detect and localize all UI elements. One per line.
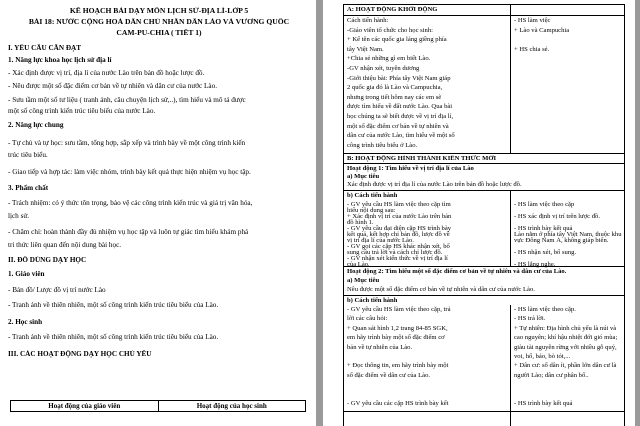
cell-line: bản về tự nhiên của Lào.	[347, 343, 413, 351]
cell-line: - GV yêu cầu đại diện cặp HS trình bày	[347, 225, 452, 232]
document-title: KẾ HOẠCH BÀI DẠY MÔN LỊCH SỬ-ĐỊA LÍ-LỚP 5	[69, 7, 249, 15]
cell-line: - HS trình bày kết quả	[514, 225, 573, 232]
subsection-heading: 2. Năng lực chung	[8, 121, 64, 129]
cell-line: Cách tiến hành:	[347, 17, 389, 24]
row-divider	[344, 295, 624, 296]
text-line: - Giao tiếp và hợp tác: làm việc nhóm, trình bày kết quả thực hiện nhiệm vụ học tập.	[8, 168, 251, 176]
text-line: - Sưu tầm một số tư liệu ( tranh ảnh, câu chuyện lịch sử,..), tìm hiểu và mô tả được	[8, 96, 246, 104]
activity-1-goal-text: Xác định được vị trí địa lí của nước Lào trên bản đồ hoặc lược đồ.	[347, 181, 522, 188]
cell-line: + HS chia sẻ.	[514, 46, 550, 54]
subsection-heading: 1. Năng lực khoa học lịch sử địa lí	[8, 56, 112, 64]
cell-line: giàu tài nguyên rừng với nhiều gỗ quý,	[514, 343, 617, 351]
activity-1-title: Hoạt động 1: Tìm hiểu về vị trí địa lí của Lào	[347, 165, 474, 172]
cell-line: - HS lắng nghe.	[514, 261, 556, 268]
row-divider	[344, 15, 624, 16]
cell-line: đồ hình 1.	[347, 219, 374, 226]
cell-line: +Chia sẻ những gì em biết Lào.	[347, 55, 431, 63]
cell-line: - HS làm việc theo cặp.	[514, 306, 576, 313]
row-divider	[344, 153, 624, 154]
cell-line: vực Đông Nam Á, không giáp biển.	[514, 237, 609, 244]
row-divider	[344, 163, 624, 164]
cell-line: - HS xác định vị trí trên lược đồ.	[514, 213, 600, 220]
cell-line: học chúng ta sẽ biết được về vị trí địa lí,	[347, 113, 454, 120]
cell-line: nhưng trong tiết hôm nay các em sẽ	[347, 93, 442, 101]
cell-line: hiểu nội dung sau:	[347, 207, 396, 214]
cell-line: tây Việt Nam.	[347, 45, 384, 53]
document-page-right	[323, 0, 635, 426]
cell-line: một số đặc điểm cơ bản về tự nhiên và	[347, 122, 449, 130]
teacher-column-header: Hoạt động của giáo viên	[11, 401, 159, 412]
cell-line: công trình tiêu biểu ở Lào.	[347, 141, 418, 149]
cell-line: -Giới thiệu bài: Phía tây Việt Nam giáp	[347, 74, 451, 82]
cell-line: dân cư của nước Lào, tìm hiểu về một số	[347, 132, 455, 140]
cell-line: + Kể tên các quốc gia láng giềng phía	[347, 36, 447, 44]
activities-table	[343, 4, 625, 426]
text-line: - Bản đồ/ Lược đồ vị trí nước Lào	[8, 286, 106, 294]
lesson-title-line-1: BÀI 18: NƯỚC CỘNG HOÀ DÂN CHỦ NHÂN DÂN LÀO VÀ VƯƠNG QUỐC	[28, 18, 290, 26]
text-line: - Xác định được vị trí, địa lí của nước Lào trên bản đồ hoặc lược đồ.	[8, 69, 205, 77]
cell-line: - HS làm việc theo cặp	[514, 201, 575, 208]
cell-line: + Dân cư: số dân ít, phần lớn dân cư là	[514, 362, 617, 370]
cell-line: kết quả, kết hợp chỉ bản đồ, lược đồ về	[347, 231, 450, 238]
text-line: một số công trình kiến trúc tiêu biểu của nước Lào.	[8, 107, 156, 115]
document-page-left	[0, 0, 316, 426]
text-line: - Trách nhiệm: có ý thức tôn trọng, bảo vệ các công trình kiến trúc và giá trị văn hóa,	[8, 199, 253, 207]
cell-line: voi, hổ, báo, bò tót,...	[514, 353, 571, 360]
cell-line: em hãy trình bày một số đặc điểm cơ	[347, 334, 445, 342]
cell-line: số đặc điểm về dân cư của Lào.	[347, 371, 431, 379]
subsection-heading: 2. Học sinh	[8, 318, 43, 326]
column-divider	[510, 191, 511, 266]
cell-line: -Giáo viên tổ chức cho học sinh:	[347, 26, 433, 34]
cell-line: cao nguyên; khí hậu nhiệt đới gió mùa;	[514, 334, 618, 342]
activity-2-goal-heading: a) Mục tiêu	[347, 277, 380, 284]
cell-line: sung câu trả lời và cách chỉ lược đồ.	[347, 249, 443, 256]
cell-line: - HS trình bày kết quả	[514, 400, 573, 407]
cell-line: 2 quốc gia đó là Lào và Campuchia,	[347, 84, 443, 92]
cell-line: - GV nhận xét kiến thức về vị trí địa lí	[347, 255, 448, 262]
cell-line: của Lào.	[347, 261, 370, 268]
text-line: - Nêu được một số đặc điểm cơ bản về tự nhiên và dân cư của nước Lào.	[8, 82, 217, 90]
cell-line: người Lào; dân cư phân bố..	[514, 371, 589, 379]
cell-line: vị trí địa lí của nước Lào.	[347, 237, 414, 244]
section-a-heading: A: HOẠT ĐỘNG KHỞI ĐỘNG	[347, 6, 438, 13]
cell-line: được tìm hiểu về đất nước Lào. Qua bài	[347, 103, 453, 111]
cell-line: - HS làm việc	[514, 17, 551, 24]
cell-line: + Tự nhiên: Địa hình chủ yếu là núi và	[514, 324, 617, 332]
activity-1-method-heading: b) Cách tiến hành	[347, 192, 398, 199]
cell-line: - GV yêu cầu HS làm việc theo cặp, trả	[347, 306, 451, 313]
section-heading: I. YÊU CẦU CẦN ĐẠT	[8, 44, 82, 52]
section-heading: III. CÁC HOẠT ĐỘNG DẠY HỌC CHỦ YẾU	[8, 350, 152, 358]
cell-line: - HS trả lời.	[514, 315, 546, 323]
cell-line: + Lào và Campuchia	[514, 26, 570, 34]
section-heading: II. ĐỒ DÙNG DẠY HỌC	[8, 256, 87, 264]
column-divider	[510, 5, 511, 153]
subsection-heading: 3. Phẩm chất	[8, 184, 49, 192]
subsection-heading: 1. Giáo viên	[8, 270, 45, 278]
text-line: - Tự chủ và tự học: sưu tầm, tổng hợp, sắp xếp và trình bày về một công trình kiến	[8, 139, 246, 147]
student-column-header: Hoạt động của học sinh	[158, 401, 306, 412]
cell-line: Lào nằm ở phía tây Việt Nam, thuộc khu	[514, 231, 622, 238]
row-divider	[344, 190, 624, 191]
cell-line: lời các câu hỏi:	[347, 315, 388, 323]
text-line: trúc tiêu biểu.	[8, 151, 48, 159]
cell-line: - GV yêu cầu HS làm việc theo cặp tìm	[347, 201, 451, 208]
activity-1-goal-heading: a) Mục tiêu	[347, 173, 380, 180]
text-line: - Chăm chỉ: hoàn thành đầy đủ nhiệm vụ học tập và luôn tự giác tìm hiểu khám phá	[8, 228, 249, 236]
text-line: - Tranh ảnh về thiên nhiên, một số công trình kiến trúc tiêu biểu của Lào.	[8, 333, 219, 341]
cell-line: + Đọc thông tin, em hãy trình bày một	[347, 362, 449, 370]
text-line: lịch sử.	[8, 212, 30, 220]
row-divider	[344, 411, 624, 412]
activity-2-goal-text: Nêu được một số đặc điểm cơ bản về tự nhiên và dân cư của nước Lào.	[347, 286, 535, 293]
row-divider	[344, 266, 624, 267]
cell-line: - GV yêu cầu các cặp HS trình bày kết	[347, 400, 449, 407]
section-b-heading: B: HOẠT ĐỘNG HÌNH THÀNH KIẾN THỨC MỚI	[347, 155, 497, 162]
cell-line: - HS nhận xét, bổ sung.	[514, 249, 577, 256]
cell-line: + Xác định vị trí của nước Lào trên bản	[347, 213, 452, 220]
activity-2-title: Hoạt động 2: Tìm hiểu một số đặc điểm cơ bản về tự nhiên và dân cư của Lào.	[347, 268, 567, 275]
column-divider	[510, 305, 511, 426]
cell-line: - GV gọi các cặp HS khác nhận xét, bổ	[347, 243, 450, 250]
cell-line: + Quan sát hình 1,2 trang 84-85 SGK,	[347, 324, 448, 332]
activities-table-header	[10, 400, 306, 412]
text-line: tri thức liên quan đến nội dung bài học.	[8, 241, 122, 249]
activity-2-method-heading: b) Cách tiến hành	[347, 297, 398, 304]
text-line: - Tranh ảnh về thiên nhiên, một số công trình kiến trúc tiêu biểu của Lào.	[8, 301, 219, 309]
lesson-title-line-2: CAM-PU-CHIA ( TIẾT 1)	[116, 29, 202, 37]
cell-line: -GV nhận xét, tuyên dương	[347, 65, 420, 72]
